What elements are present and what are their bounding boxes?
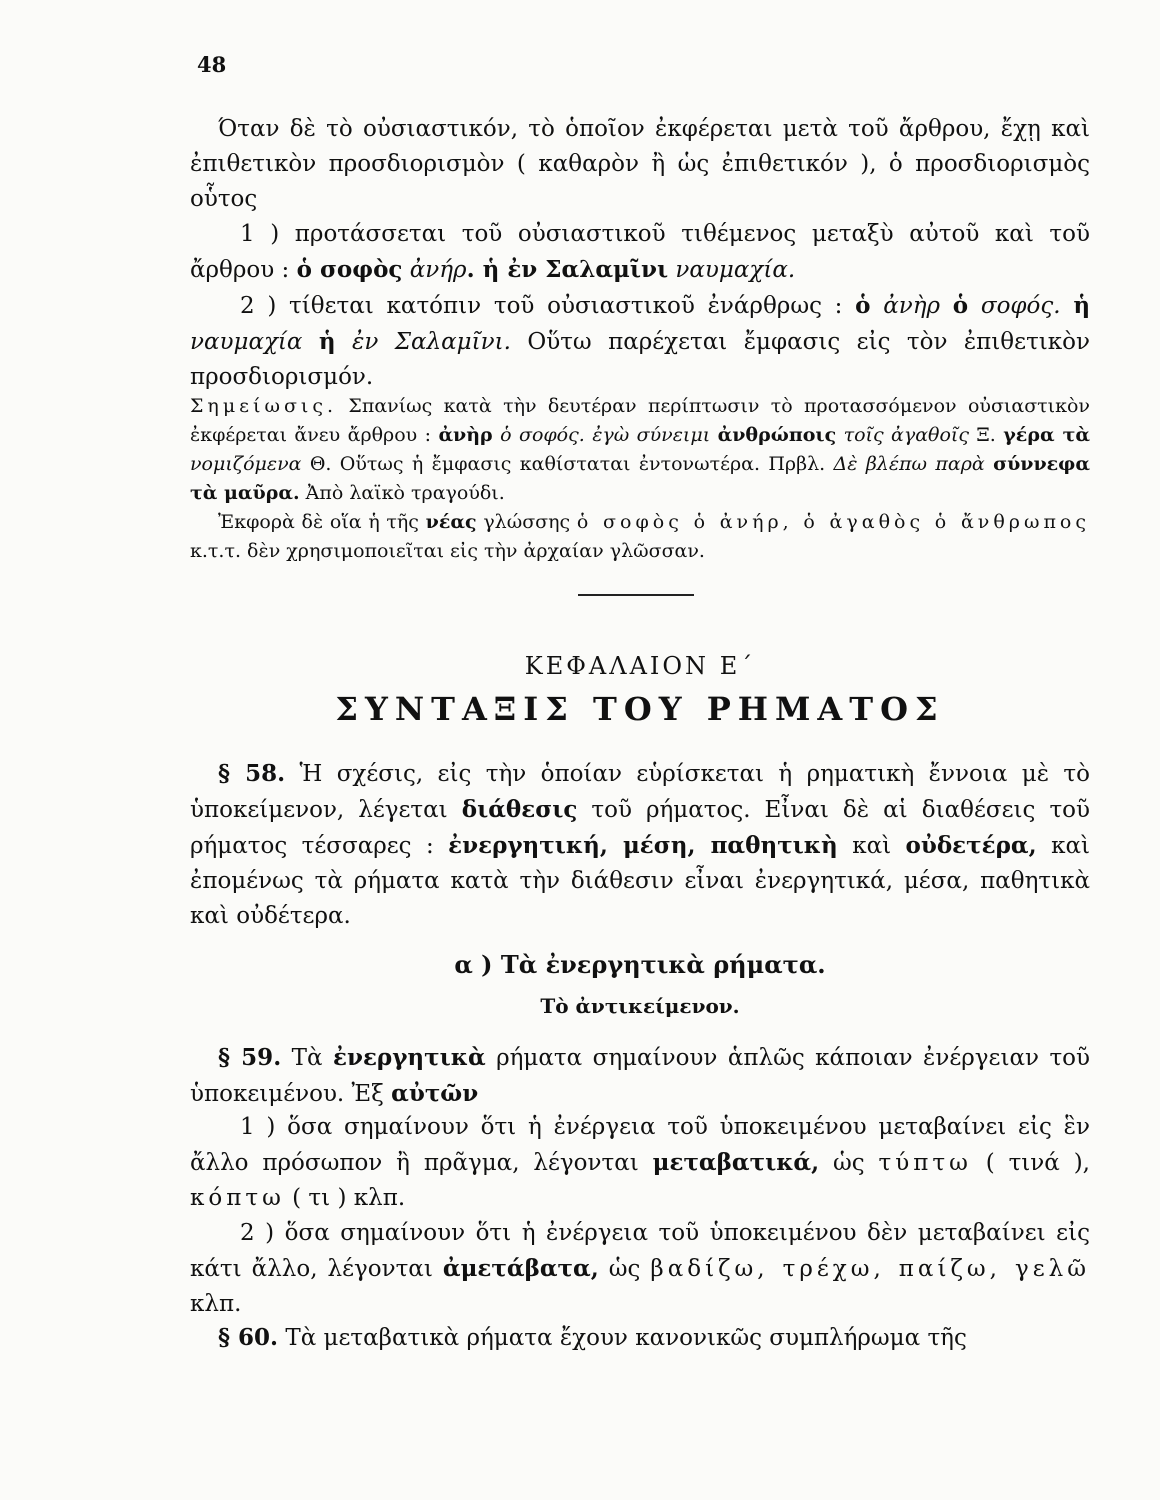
section-60: § 60. Τὰ μεταβατικὰ ρήματα ἔχουν κανονικῶς συμπλήρωμα τῆς: [218, 1324, 967, 1351]
note-label: Σημείωσις.: [190, 395, 338, 417]
section-60-number: § 60.: [218, 1324, 279, 1351]
section-divider: [578, 594, 694, 596]
item-2: 2 ) τίθεται κατόπιν τοῦ οὐσιαστικοῦ ἐνάρθρως : ὁ ἀνὴρ ὁ σοφός. ἡ ναυμαχία ἡ ἐν Σαλαμῖνι. Οὕτω παρέχεται ἔμφασις εἰς τὸν ἐπιθετικὸν προσδιορισμόν.: [190, 292, 1091, 390]
section-58: § 58. Ἡ σχέσις, εἰς τὴν ὁποίαν εὑρίσκεται ἡ ρηματικὴ ἔννοια μὲ τὸ ὑποκείμενον, λέγεται διάθεσις τοῦ ρήματος. Εἶναι δὲ αἱ διαθέσεις τοῦ ρήματος τέσσαρες : ἐνεργητική, μέση, παθητικὴ καὶ οὐδετέρα, καὶ ἐπομένως τὰ ρήματα κατὰ τὴν διάθεσιν εἶναι ἐνεργητικά, μέσα, παθητικὰ καὶ οὐδέτερα.: [190, 760, 1090, 929]
paragraph-intro: [190, 112, 1090, 217]
subheading-active-verbs: α ) Τὰ ἐνεργητικὰ ρήματα.: [454, 950, 826, 979]
section-58-number: § 58.: [218, 760, 286, 787]
section-59-number: § 59.: [218, 1044, 282, 1071]
subheading-object: Τὸ ἀντικείμενον.: [540, 994, 740, 1018]
note-paragraph-2: Ἐκφορὰ δὲ οἵα ἡ τῆς νέας γλώσσης ὁ σοφὸς ὁ ἀνήρ, ὁ ἀγαθὸς ὁ ἄνθρωπος κ.τ.τ. δὲν χρησιμοποιεῖται εἰς τὴν ἀρχαίαν γλῶσσαν.: [190, 511, 1091, 562]
page-number: 48: [197, 52, 227, 77]
item-1: 1 ) προτάσσεται τοῦ οὐσιαστικοῦ τιθέμενος μεταξὺ αὐτοῦ καὶ τοῦ ἄρθρου : ὁ σοφὸς ἀνήρ. ἡ ἐν Σαλαμῖνι ναυμαχία.: [190, 221, 1090, 283]
section-59-item-1: 1 ) ὅσα σημαίνουν ὅτι ἡ ἐνέργεια τοῦ ὑποκειμένου μεταβαίνει εἰς ἓν ἄλλο πρόσωπον ἢ πρᾶγμα, λέγονται μεταβατικά, ὡς τύπτω ( τινά ), κόπτω ( τι ) κλπ.: [190, 1114, 1090, 1211]
section-59-item-2: 2 ) ὅσα σημαίνουν ὅτι ἡ ἐνέργεια τοῦ ὑποκειμένου δὲν μεταβαίνει εἰς κάτι ἄλλο, λέγονται ἀμετάβατα, ὡς βαδίζω, τρέχω, παίζω, γελῶ κλπ.: [190, 1220, 1090, 1317]
note-paragraph: Σημείωσις. Σπανίως κατὰ τὴν δευτέραν περίπτωσιν τὸ προτασσόμενον οὐσιαστικὸν ἐκφέρεται ἄνευ ἄρθρου : ἀνὴρ ὁ σοφός. ἐγὼ σύνειμι ἀνθρώποις τοῖς ἀγαθοῖς Ξ. γέρα τὰ νομιζόμενα Θ. Οὕτως ἡ ἔμφασις καθίσταται ἐντονωτέρα. Πρβλ. Δὲ βλέπω παρὰ σύννεφα τὰ μαῦρα. Ἀπὸ λαϊκὸ τραγούδι.: [190, 395, 1090, 504]
chapter-label: ΚΕΦΑΛΑΙΟΝ Ε΄: [524, 652, 756, 680]
section-59: § 59. Τὰ ἐνεργητικὰ ρήματα σημαίνουν ἁπλῶς κάποιαν ἐνέργειαν τοῦ ὑποκειμένου. Ἐξ αὐτῶν: [190, 1044, 1090, 1107]
chapter-title: ΣΥΝΤΑΞΙΣ ΤΟΥ ΡΗΜΑΤΟΣ: [335, 690, 945, 728]
intro-text: Όταν δὲ τὸ οὐσιαστικόν, τὸ ὁποῖον ἐκφέρεται μετὰ τοῦ ἄρθρου, ἔχῃ καὶ ἐπιθετικὸν προσδιορισμὸν ( καθαρὸν ἢ ὡς ἐπιθετικόν ), ὁ προσδιορισμὸς οὗτος: [190, 116, 1090, 212]
